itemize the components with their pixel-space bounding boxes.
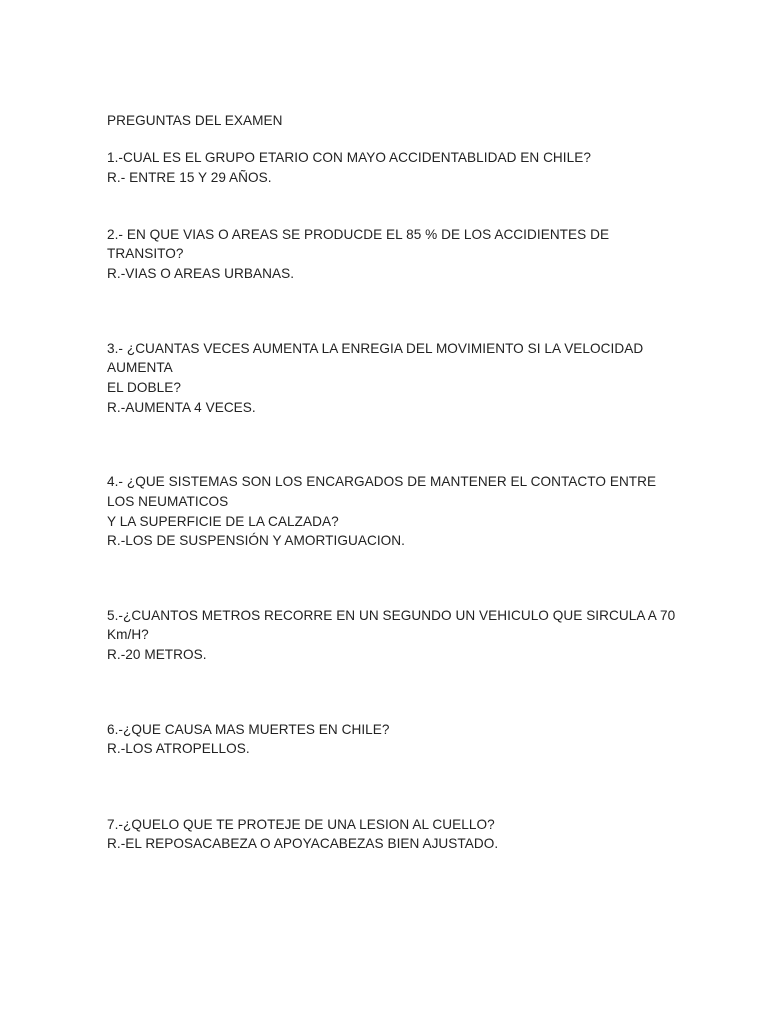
question-7-line-1: 7.-¿QUELO QUE TE PROTEJE DE UNA LESION AL CUELLO? bbox=[107, 817, 495, 832]
question-3-line-2: AUMENTA bbox=[107, 360, 173, 375]
question-4-line-3: Y LA SUPERFICIE DE LA CALZADA? bbox=[107, 514, 339, 529]
question-4-line-1: 4.- ¿QUE SISTEMAS SON LOS ENCARGADOS DE MANTENER EL CONTACTO ENTRE bbox=[107, 474, 657, 489]
answer-5: R.-20 METROS. bbox=[107, 647, 207, 662]
answer-7: R.-EL REPOSACABEZA O APOYACABEZAS BIEN AJUSTADO. bbox=[107, 836, 499, 851]
question-1-line-1: 1.-CUAL ES EL GRUPO ETARIO CON MAYO ACCIDENTABLIDAD EN CHILE? bbox=[107, 150, 591, 165]
question-2-line-1: 2.- EN QUE VIAS O AREAS SE PRODUCDE EL 85 % DE LOS ACCIDIENTES DE bbox=[107, 227, 610, 242]
question-2-line-2: TRANSITO? bbox=[107, 246, 184, 261]
question-3-line-3: EL DOBLE? bbox=[107, 380, 181, 395]
answer-3: R.-AUMENTA 4 VECES. bbox=[107, 400, 256, 415]
question-4-line-2: LOS NEUMATICOS bbox=[107, 494, 229, 509]
answer-1: R.- ENTRE 15 Y 29 AÑOS. bbox=[107, 170, 272, 185]
answer-6: R.-LOS ATROPELLOS. bbox=[107, 741, 250, 756]
answer-2: R.-VIAS O AREAS URBANAS. bbox=[107, 266, 295, 281]
question-6-line-1: 6.-¿QUE CAUSA MAS MUERTES EN CHILE? bbox=[107, 722, 390, 737]
question-5-line-2: Km/H? bbox=[107, 627, 149, 642]
question-5-line-1: 5.-¿CUANTOS METROS RECORRE EN UN SEGUNDO UN VEHICULO QUE SIRCULA A 70 bbox=[107, 608, 676, 623]
answer-4: R.-LOS DE SUSPENSIÓN Y AMORTIGUACION. bbox=[107, 533, 405, 548]
question-3-line-1: 3.- ¿CUANTAS VECES AUMENTA LA ENREGIA DEL MOVIMIENTO SI LA VELOCIDAD bbox=[107, 341, 644, 356]
document-title: PREGUNTAS DEL EXAMEN bbox=[107, 113, 283, 128]
